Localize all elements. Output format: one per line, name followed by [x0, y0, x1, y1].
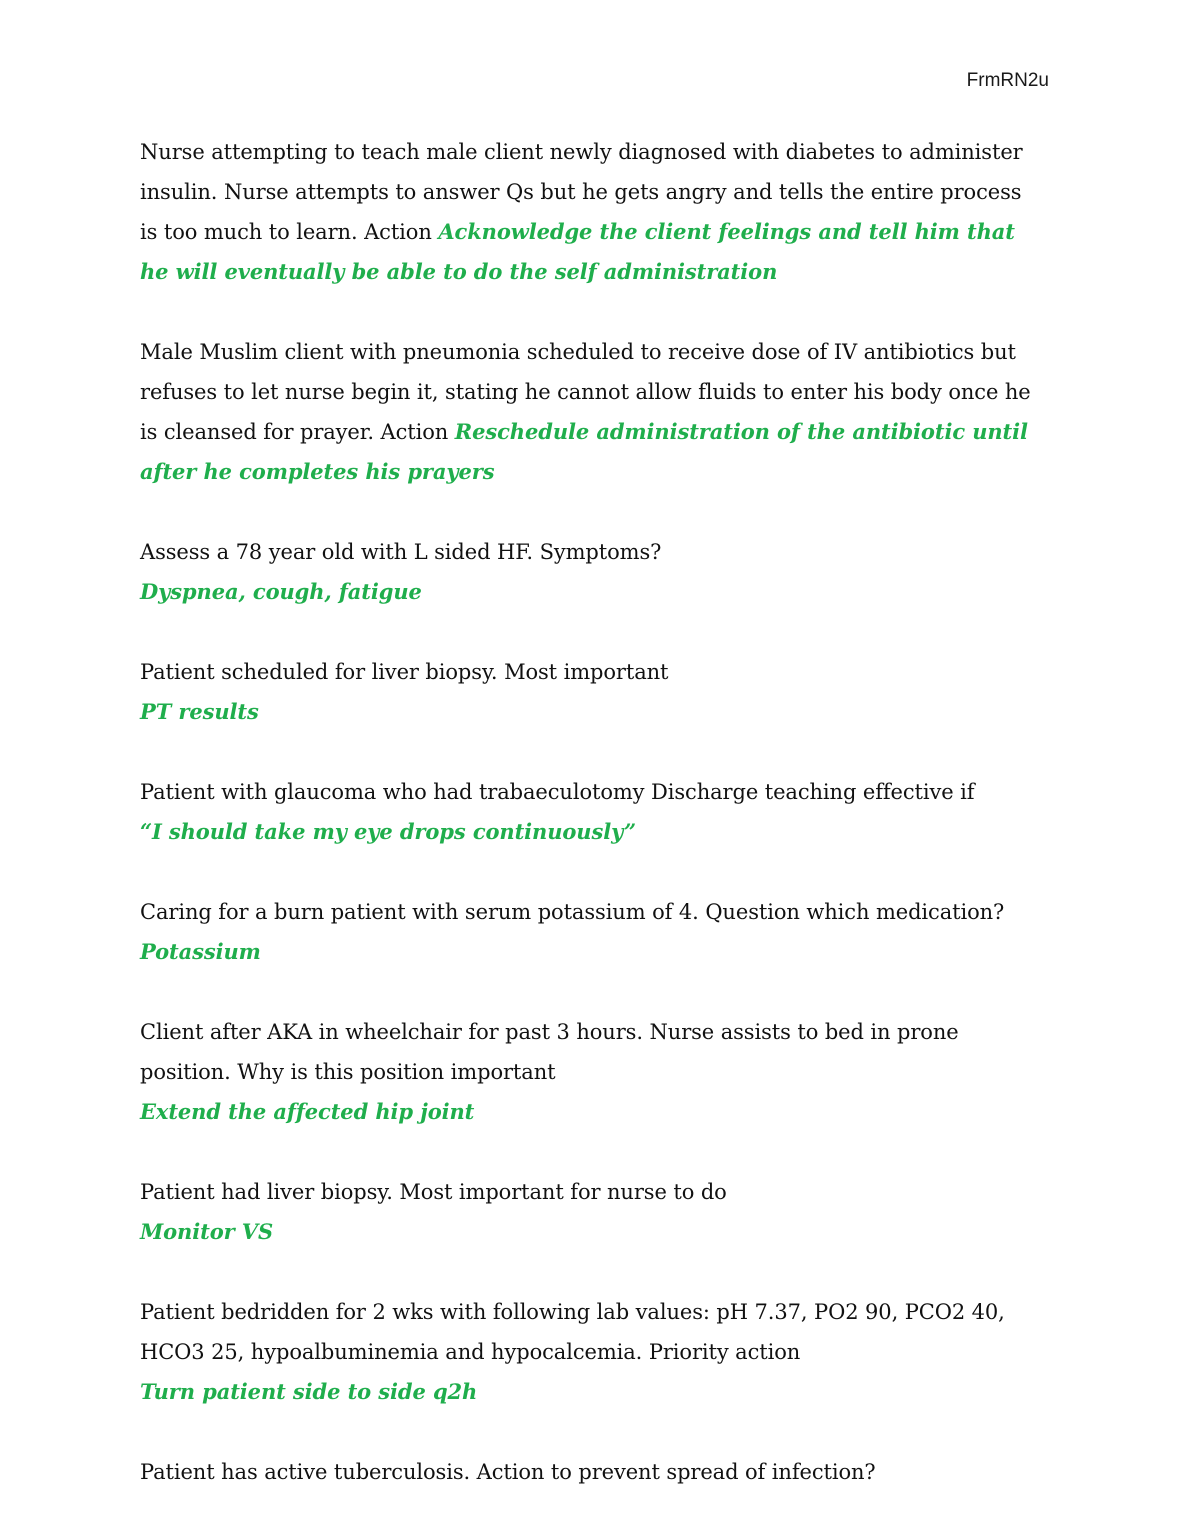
answer-text: Potassium — [140, 939, 261, 964]
qa-item — [140, 332, 1045, 492]
answer-text: Turn patient side to side q2h — [140, 1379, 478, 1404]
header-code: FrmRN2u — [966, 70, 1049, 91]
qa-item — [140, 772, 1045, 852]
qa-item — [140, 132, 1045, 292]
answer-text: Acknowledge the client feelings and tell him that he will eventually be able to do the self administration — [140, 219, 1015, 284]
question-text: Assess a 78 year old with L sided HF. Symptoms? — [140, 540, 662, 564]
qa-item — [140, 1452, 1045, 1492]
question-text: Client after AKA in wheelchair for past 3 hours. Nurse assists to bed in prone position. Why is this position important — [140, 1020, 959, 1084]
qa-item — [140, 1292, 1045, 1412]
question-text: Patient had liver biopsy. Most important for nurse to do — [140, 1180, 727, 1204]
question-text: Patient has active tuberculosis. Action to prevent spread of infection? — [140, 1460, 876, 1484]
qa-item — [140, 532, 1045, 612]
question-text: Patient scheduled for liver biopsy. Most important — [140, 660, 669, 684]
answer-text: Reschedule administration of the antibiotic until after he completes his prayers — [140, 419, 1028, 484]
qa-item — [140, 1012, 1045, 1132]
question-text: Patient with glaucoma who had trabaeculotomy Discharge teaching effective if — [140, 780, 975, 804]
answer-text: “I should take my eye drops continuously” — [140, 819, 636, 844]
answer-text: PT results — [140, 699, 259, 724]
answer-text: Monitor VS — [140, 1219, 274, 1244]
qa-item — [140, 652, 1045, 732]
qa-list — [140, 132, 1045, 1532]
question-text: Nurse attempting to teach male client newly diagnosed with diabetes to administer insulin. Nurse attempts to answer Qs but he gets angry and tells the entire process is too much to learn. Action — [140, 140, 1023, 244]
qa-item — [140, 892, 1045, 972]
question-text: Caring for a burn patient with serum potassium of 4. Question which medication? — [140, 900, 1005, 924]
question-text: Patient bedridden for 2 wks with following lab values: pH 7.37, PO2 90, PCO2 40, HCO3 25, hypoalbuminemia and hypocalcemia. Priority action — [140, 1300, 1005, 1364]
answer-text: Dyspnea, cough, fatigue — [140, 579, 422, 604]
answer-text: Extend the affected hip joint — [140, 1099, 475, 1124]
qa-item — [140, 1172, 1045, 1252]
question-text: Male Muslim client with pneumonia scheduled to receive dose of IV antibiotics but refuses to let nurse begin it, stating he cannot allow fluids to enter his body once he is cleansed for prayer. Action — [140, 340, 1031, 444]
